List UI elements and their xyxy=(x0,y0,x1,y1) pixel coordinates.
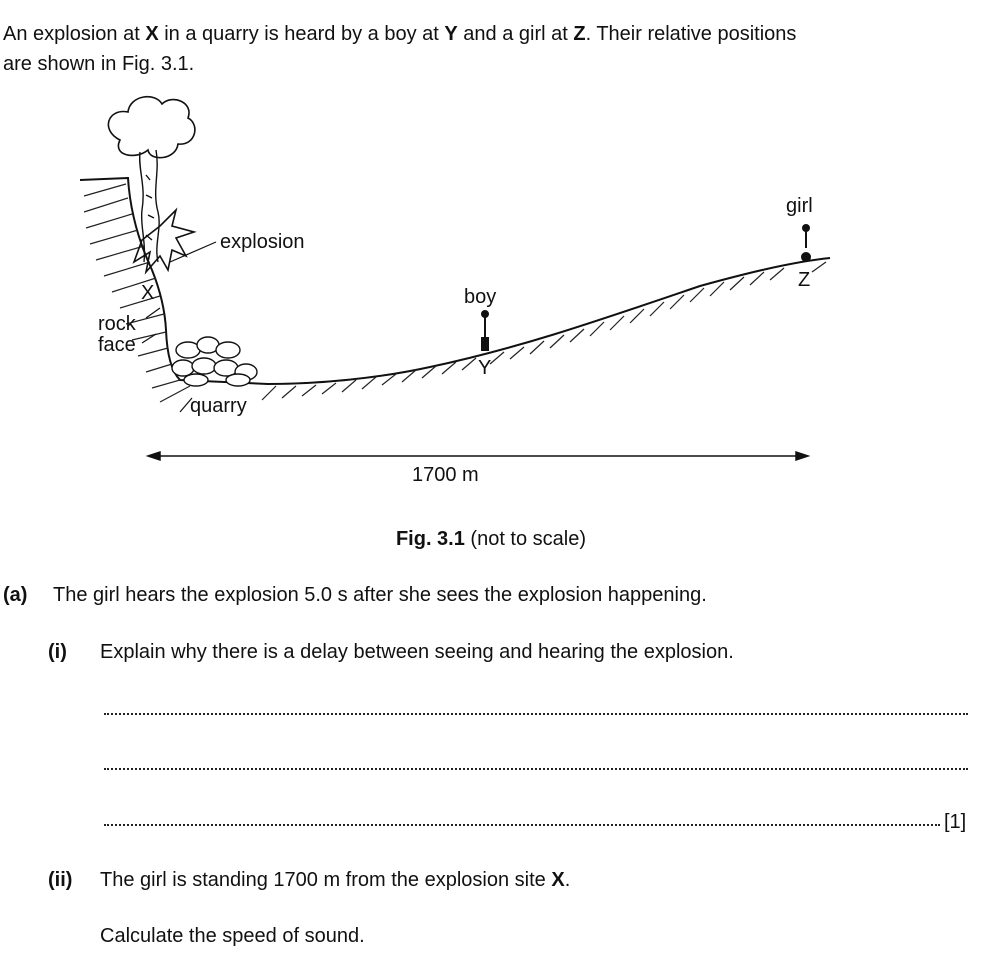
calculate-instruction: Calculate the speed of sound. xyxy=(100,925,365,947)
smoke-cloud xyxy=(108,97,194,158)
question-a-label: (a) xyxy=(3,584,28,606)
intro-line-1: An explosion at X in a quarry is heard by a boy at Y and a girl at Z. Their relative positions xyxy=(3,23,797,45)
label-girl: girl xyxy=(786,195,813,217)
question-a-i-label: (i) xyxy=(48,641,67,663)
label-explosion: explosion xyxy=(220,231,305,253)
girl-figure xyxy=(802,225,810,261)
rock-face-pointer-2 xyxy=(142,334,156,343)
label-x: X xyxy=(141,282,155,304)
label-boy: boy xyxy=(464,286,497,308)
distance-arrow xyxy=(148,452,808,460)
question-a xyxy=(3,581,707,609)
question-a-i xyxy=(48,638,734,666)
question-a-ii-label: (ii) xyxy=(48,869,73,891)
label-rock: rock xyxy=(98,313,136,335)
label-face: face xyxy=(98,334,136,356)
answer-line-3[interactable] xyxy=(104,824,940,826)
label-quarry: quarry xyxy=(190,395,247,417)
answer-line-1[interactable] xyxy=(104,713,968,715)
rock-pile xyxy=(172,337,257,386)
figure-caption: Fig. 3.1 (not to scale) xyxy=(395,528,587,550)
label-z: Z xyxy=(798,269,811,291)
question-a-i-text: Explain why there is a delay between seeing and hearing the explosion. xyxy=(100,641,734,663)
question-a-text: The girl hears the explosion 5.0 s after she sees the explosion happening. xyxy=(53,584,707,606)
quarry-diagram xyxy=(0,95,982,515)
boy-figure xyxy=(482,311,488,350)
intro-line-2: are shown in Fig. 3.1. xyxy=(3,53,195,75)
question-a-ii: (ii) The girl is standing 1700 m from the explosion site X. xyxy=(48,866,570,894)
marks-badge: [1] xyxy=(944,811,967,833)
label-y: Y xyxy=(478,357,492,379)
explosion-burst xyxy=(134,210,194,272)
label-distance: 1700 m xyxy=(412,464,479,486)
answer-line-2[interactable] xyxy=(104,768,968,770)
